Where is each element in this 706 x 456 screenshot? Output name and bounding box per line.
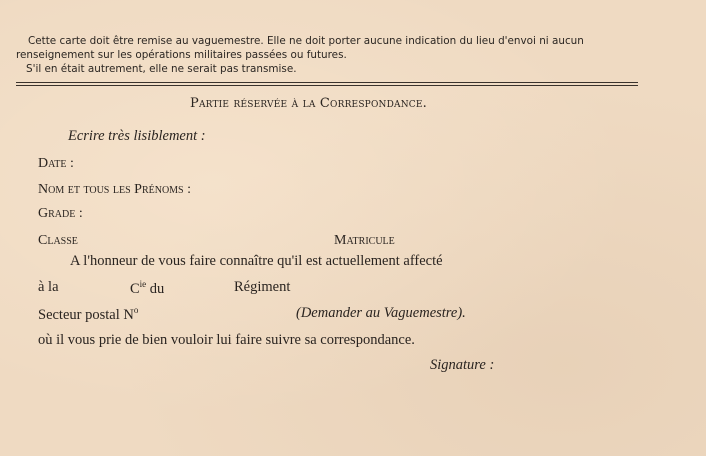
- vaguemestre-note: (Demander au Vaguemestre).: [296, 305, 466, 321]
- company-abbr: C: [130, 280, 140, 297]
- divider-top: [16, 82, 638, 83]
- sector-text: Secteur postal N: [38, 306, 134, 323]
- notice-line-1: Cette carte doit être remise au vaguemestre. Elle ne doit porter aucune indication du lieu d'envoi ni aucun: [28, 35, 584, 47]
- sector-sup: o: [133, 305, 139, 315]
- name-label: Nom et tous les Prénoms :: [38, 182, 192, 197]
- regiment-label: Régiment: [234, 279, 291, 295]
- instruction-text: Ecrire très lisiblement :: [68, 128, 206, 144]
- sector-label: [38, 305, 138, 324]
- notice-block: [16, 34, 656, 76]
- follow-text: où il vous prie de bien vouloir lui faire suivre sa correspondance.: [38, 332, 415, 348]
- notice-line-3: S'il en était autrement, elle ne serait pas transmise.: [26, 63, 297, 75]
- company-label: [130, 279, 164, 298]
- matricule-label: Matricule: [334, 233, 395, 248]
- date-label: Date :: [38, 156, 74, 171]
- divider-bottom: [16, 85, 638, 86]
- honour-text: A l'honneur de vous faire connaître qu'il est actuellement affecté: [70, 253, 443, 269]
- notice-line-2: renseignement sur les opérations militaires passées ou futures.: [16, 49, 347, 61]
- company-sup: ie: [139, 279, 147, 289]
- a-la-label: à la: [38, 279, 59, 295]
- classe-label: Classe: [38, 233, 78, 248]
- section-title: Partie réservée à la Correspondance.: [190, 96, 427, 111]
- du-label: du: [149, 280, 165, 297]
- signature-label: Signature :: [430, 357, 495, 373]
- grade-label: Grade :: [38, 206, 83, 221]
